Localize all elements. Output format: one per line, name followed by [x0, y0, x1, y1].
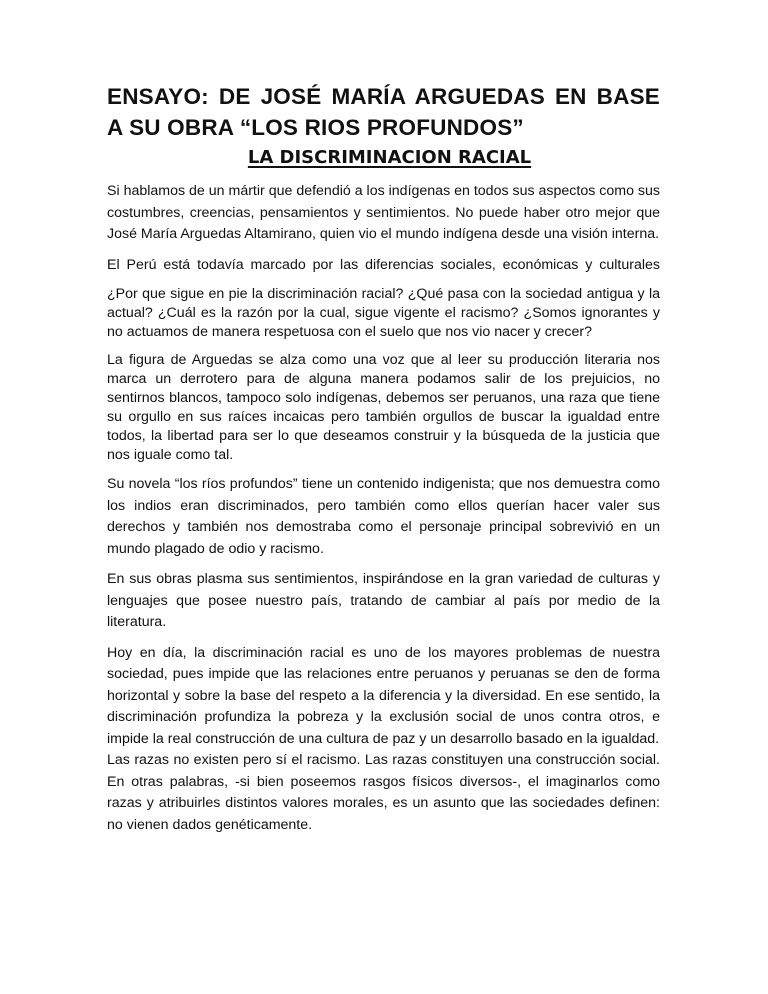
paragraph-questions: ¿Por que sigue en pie la discriminación racial? ¿Qué pasa con la sociedad antigua y la actual? ¿Cuál es la razón por la cual, sigue vigente el racismo? ¿Somos ignorantes y no actuamos de manera respetuosa con el suelo que nos vio nacer y crecer? — [107, 286, 660, 340]
paragraph-races: Las razas no existen pero sí el racismo. Las razas constituyen una construcción social. En otras palabras, -si bien poseemos rasgos físicos diversos-, el imaginarlos como razas y atribuirles distintos valores morales, es un asunto que las sociedades definen: no vienen dados genéticamente. — [107, 752, 660, 833]
essay-subtitle: LA DISCRIMINACION RACIAL — [247, 147, 532, 168]
paragraph-peru: El Perú está todavía marcado por las diferencias sociales, económicas y culturales — [107, 256, 660, 273]
paragraph-works: En sus obras plasma sus sentimientos, inspirándose en la gran variedad de culturas y lenguajes que posee nuestro país, tratando de cambiar al país por medio de la literatura. — [107, 571, 660, 630]
paragraph-novel: Su novela “los ríos profundos” tiene un contenido indigenista; que nos demuestra como los indios eran discriminados, pero también como ellos querían hacer valer sus derechos y también nos demostraba como el personaje principal sobrevivió en un mundo plagado de odio y racismo. — [107, 476, 660, 557]
paragraph-arguedas-figure: La figura de Arguedas se alza como una voz que al leer su producción literaria nos marca un derrotero para de alguna manera podamos salir de los prejuicios, no sentirnos blancos, tampoco solo indígenas, debemos ser peruanos, una raza que tiene su orgullo en sus raíces incaicas pero también orgullos de buscar la igualdad entre todos, la libertad para ser lo que deseamos construir y la búsqueda de la justicia que nos iguale como tal. — [107, 352, 660, 463]
paragraph-intro: Si hablamos de un mártir que defendió a los indígenas en todos sus aspectos como sus costumbres, creencias, pensamientos y sentimientos. No puede haber otro mejor que José María Arguedas Altamirano, quien vio el mundo indígena desde una visión interna. — [107, 183, 660, 242]
subtitle-container — [107, 145, 660, 171]
paragraph-today: Hoy en día, la discriminación racial es uno de los mayores problemas de nuestra sociedad, pues impide que las relaciones entre peruanos y peruanas se den de forma horizontal y sobre la base del respeto a la diferencia y la diversidad. En ese sentido, la discriminación profundiza la pobreza y la exclusión social de unos contra otros, e impide la real construcción de una cultura de paz y un desarrollo basado en la igualdad. — [107, 644, 660, 747]
essay-title: ENSAYO: DE JOSÉ MARÍA ARGUEDAS EN BASE A SU OBRA “LOS RIOS PROFUNDOS” — [107, 84, 660, 140]
